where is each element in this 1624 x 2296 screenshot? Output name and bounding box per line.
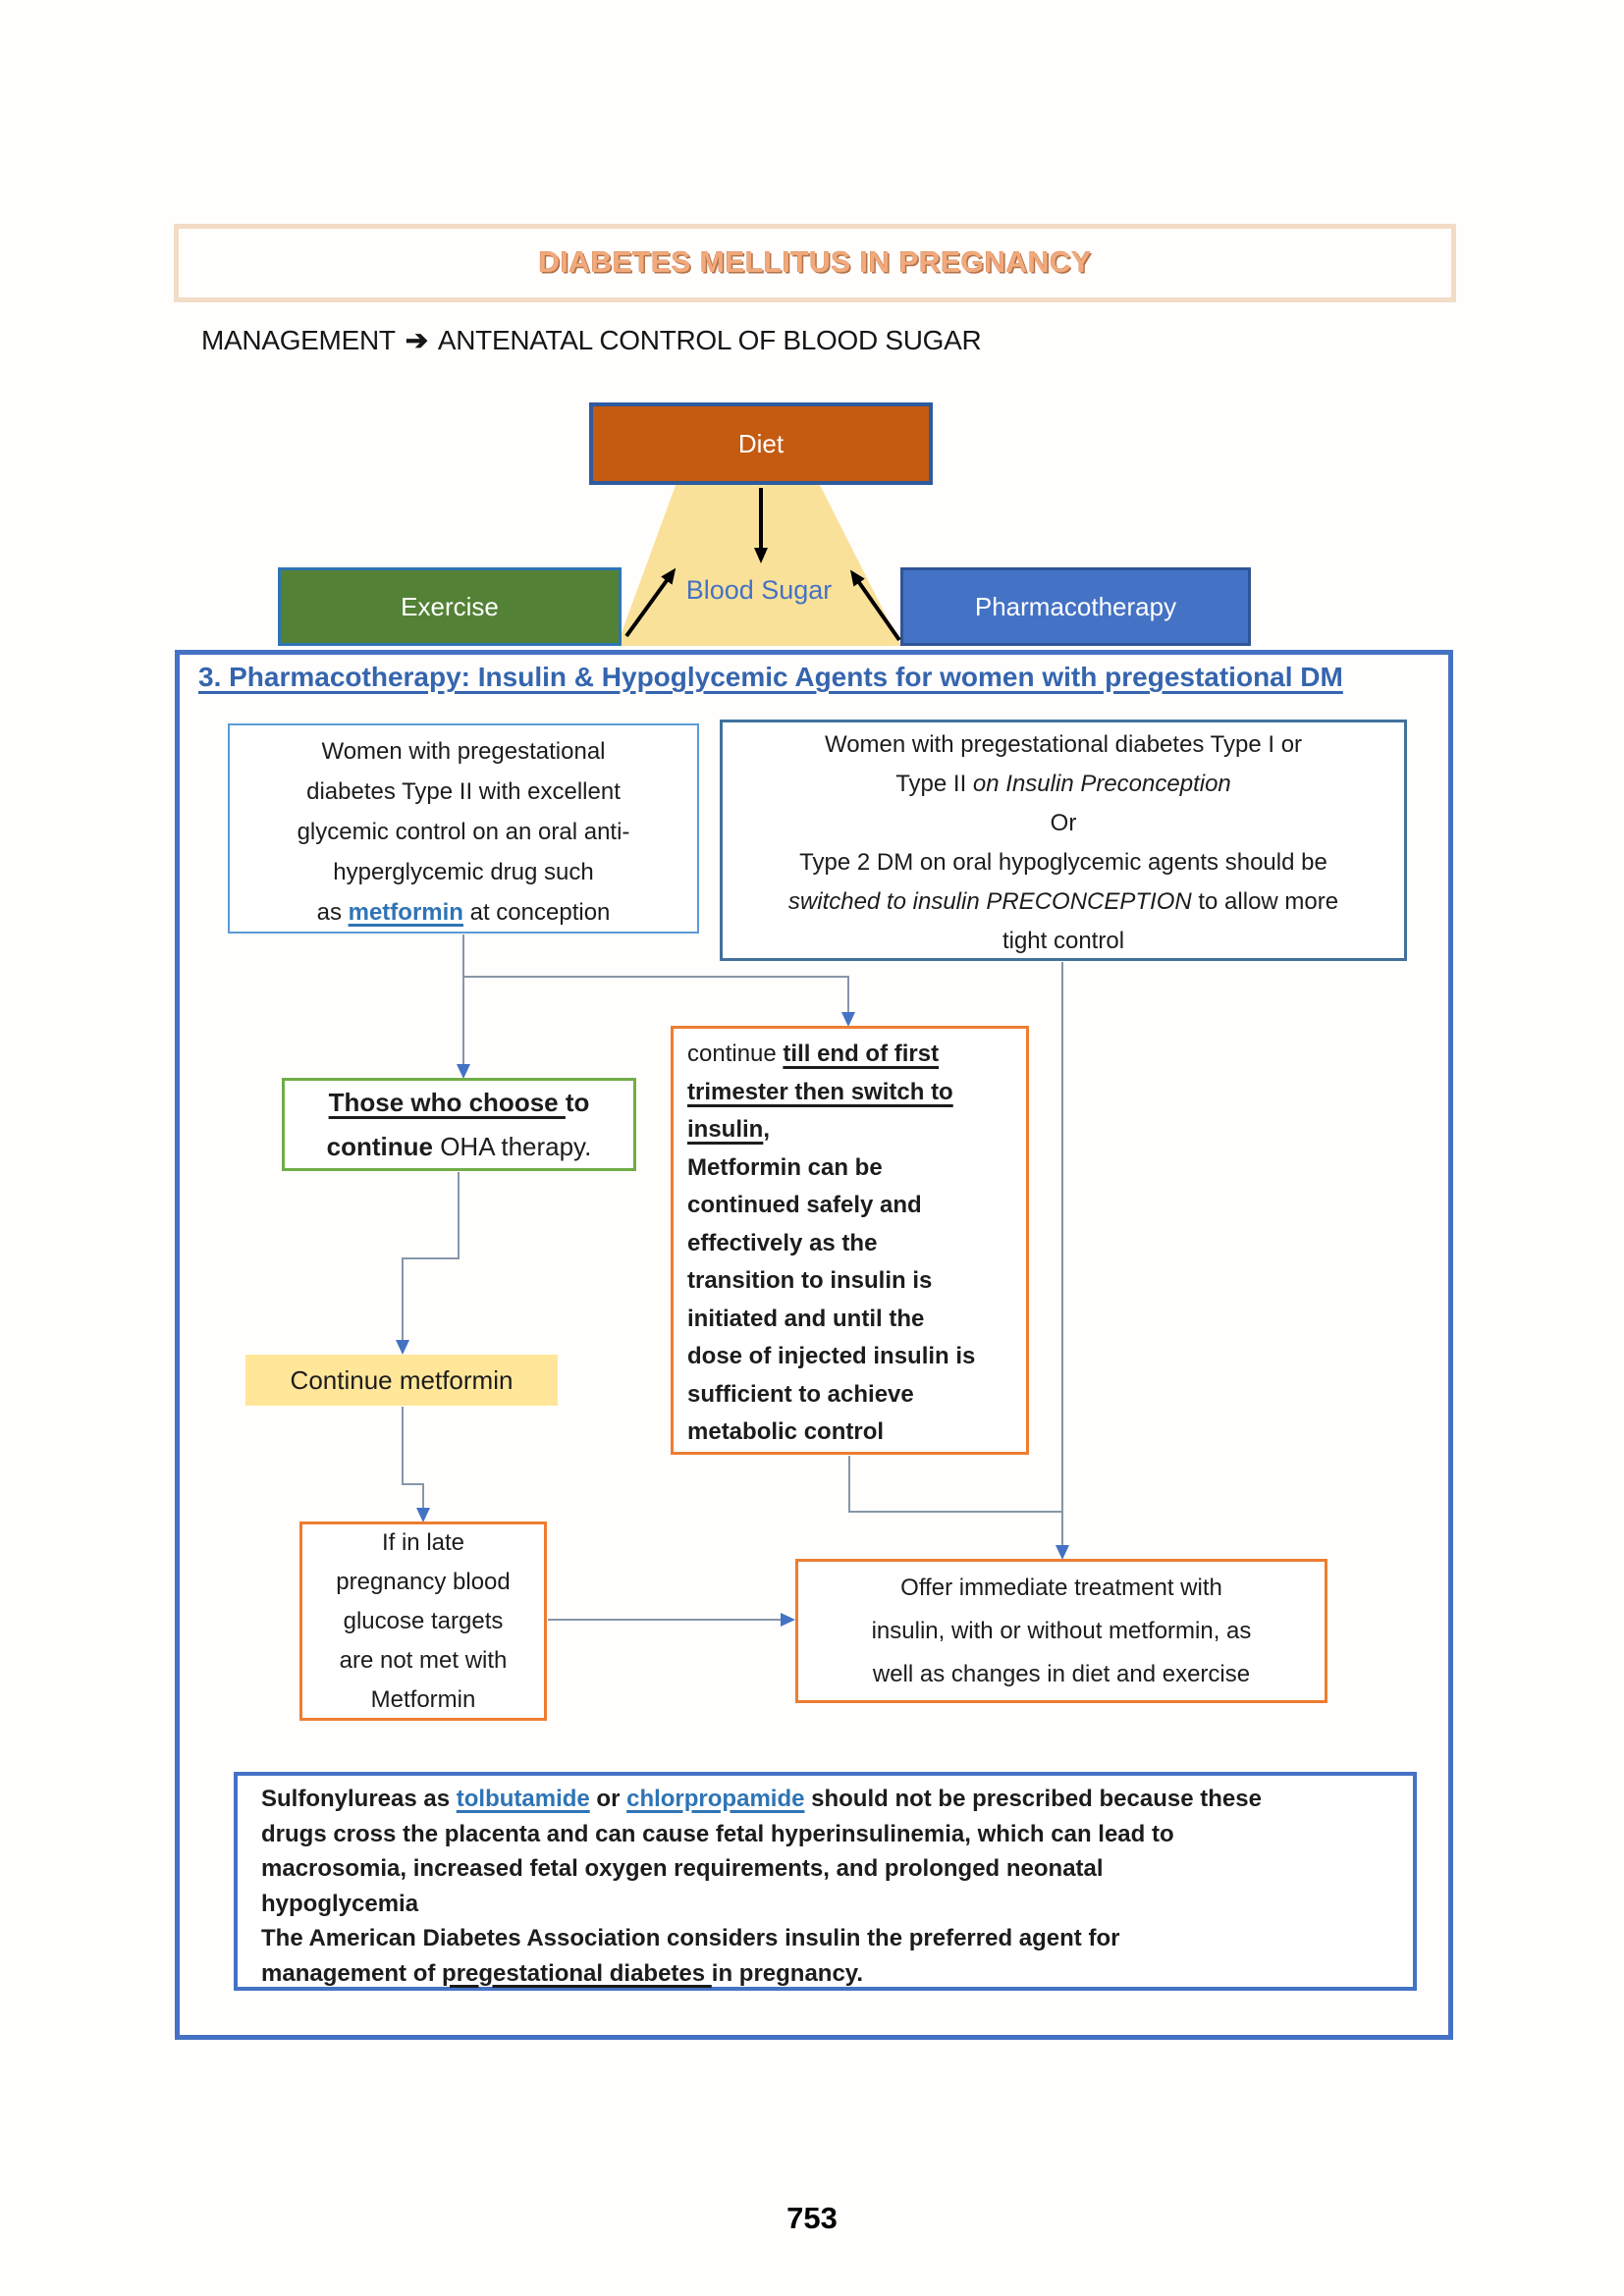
text-line: [687, 1036, 1016, 1074]
text-line: macrosomia, increased fetal oxygen requirements, and prolonged neonatal: [261, 1855, 1104, 1882]
text-run: Type II: [895, 771, 973, 797]
text-run: OHA therapy.: [432, 1132, 592, 1161]
bold-run: should not be prescribed because these: [804, 1786, 1262, 1812]
text-line: [723, 882, 1404, 922]
text-line: glucose targets: [343, 1607, 504, 1634]
text-line: [261, 1956, 1389, 1992]
diet-label: Diet: [737, 428, 785, 458]
text-line: effectively as the: [687, 1229, 878, 1256]
underlined-run: till end of first: [783, 1041, 940, 1067]
text-line: [285, 1081, 633, 1125]
text-line: [723, 765, 1404, 804]
text-line: pregnancy blood: [336, 1568, 511, 1595]
pregestational-type2-box: [228, 723, 699, 934]
pharmacotherapy-label: Pharmacotherapy: [974, 591, 1177, 621]
underlined-run: Those who choose: [328, 1088, 566, 1117]
text-line: The American Diabetes Association considers insulin the preferred agent for: [261, 1925, 1120, 1951]
text-line: Offer immediate treatment with: [900, 1574, 1222, 1601]
text-line: Type 2 DM on oral hypoglycemic agents should be: [799, 849, 1327, 876]
text-run: continue: [687, 1041, 784, 1067]
bold-run: Sulfonylureas as: [261, 1786, 457, 1812]
text-block: [336, 1523, 510, 1720]
text-line: [285, 1125, 633, 1169]
text-line: continued safely and: [687, 1192, 922, 1218]
management-heading: [201, 324, 981, 356]
text-run: to allow more: [1191, 888, 1339, 915]
right-arrow-icon: ➔: [405, 325, 428, 355]
text-line: metabolic control: [687, 1418, 885, 1445]
text-line: Metformin can be: [687, 1153, 883, 1181]
underlined-run: trimester then switch to: [687, 1078, 953, 1105]
exercise-node: [278, 567, 622, 646]
text-line: initiated and until the: [687, 1305, 925, 1332]
text-line: tight control: [1001, 928, 1125, 954]
management-subtitle: ANTENATAL CONTROL OF BLOOD SUGAR: [437, 325, 982, 355]
continue-oha-box: [282, 1078, 636, 1171]
text-line: hyperglycemic drug such: [333, 859, 594, 885]
continue-metformin-box: [245, 1355, 558, 1406]
section-heading: 3. Pharmacotherapy: Insulin & Hypoglycemic Agents for women with pregestational DM: [198, 662, 1343, 692]
bold-run: in pregnancy.: [711, 1959, 864, 1987]
bold-run: management of: [261, 1959, 443, 1987]
bold-run: to: [565, 1088, 590, 1117]
page-title: DIABETES MELLITUS IN PREGNANCY: [538, 246, 1092, 279]
text-line: insulin, with or without metformin, as: [871, 1617, 1252, 1644]
chlorpropamide-link: chlorpropamide: [626, 1786, 805, 1812]
text-line: diabetes Type II with excellent: [306, 778, 621, 805]
text-line: dose of injected insulin is: [687, 1343, 976, 1369]
pharmacotherapy-node: [900, 567, 1251, 646]
text-line: [687, 1111, 1016, 1149]
text-run: at conception: [462, 899, 611, 926]
blood-sugar-label: Blood Sugar: [685, 575, 833, 605]
text-line: well as changes in diet and exercise: [872, 1660, 1251, 1687]
bold-run: ,: [763, 1116, 771, 1143]
bold-run: continue: [326, 1132, 433, 1161]
pregestational-type1-box: [720, 720, 1407, 961]
diet-node: [589, 402, 933, 485]
underlined-run: pregestational diabetes: [442, 1959, 712, 1987]
text-line: glycemic control on an oral anti-: [297, 819, 630, 845]
text-line: Metformin: [370, 1685, 476, 1713]
text-line: hypoglycemia: [261, 1890, 419, 1917]
underlined-run: insulin: [687, 1116, 764, 1143]
light-beam-shape: [617, 483, 901, 646]
text-line: [261, 1782, 1389, 1817]
text-line: Women with pregestational diabetes Type I or: [824, 731, 1303, 758]
tolbutamide-link: tolbutamide: [456, 1786, 590, 1812]
sulfonylureas-note-box: [234, 1772, 1417, 1991]
text-line: drugs cross the placenta and can cause fetal hyperinsulinemia, which can lead to: [261, 1820, 1174, 1847]
page-number: 753: [786, 2201, 838, 2235]
text-run: as: [316, 899, 349, 926]
bold-run: or: [589, 1786, 627, 1812]
text-line: are not met with: [339, 1646, 508, 1674]
switch-to-insulin-box: [671, 1026, 1029, 1455]
continue-metformin-label: Continue metformin: [290, 1364, 514, 1395]
italic-run: on Insulin Preconception: [972, 771, 1231, 797]
exercise-label: Exercise: [401, 591, 499, 621]
text-line: Or: [1050, 810, 1077, 836]
targets-not-met-box: [299, 1522, 547, 1721]
text-line: transition to insulin is: [687, 1267, 933, 1294]
text-line: [230, 892, 697, 933]
text-block: [872, 1567, 1252, 1696]
metformin-link: metformin: [348, 899, 463, 926]
text-line: If in late: [381, 1528, 465, 1556]
offer-insulin-treatment-box: [795, 1559, 1327, 1703]
text-line: Women with pregestational: [321, 738, 606, 765]
italic-run: switched to insulin PRECONCEPTION: [787, 888, 1192, 915]
text-line: sufficient to achieve: [687, 1380, 914, 1408]
title-box: [174, 224, 1456, 302]
management-label: MANAGEMENT: [201, 325, 396, 355]
